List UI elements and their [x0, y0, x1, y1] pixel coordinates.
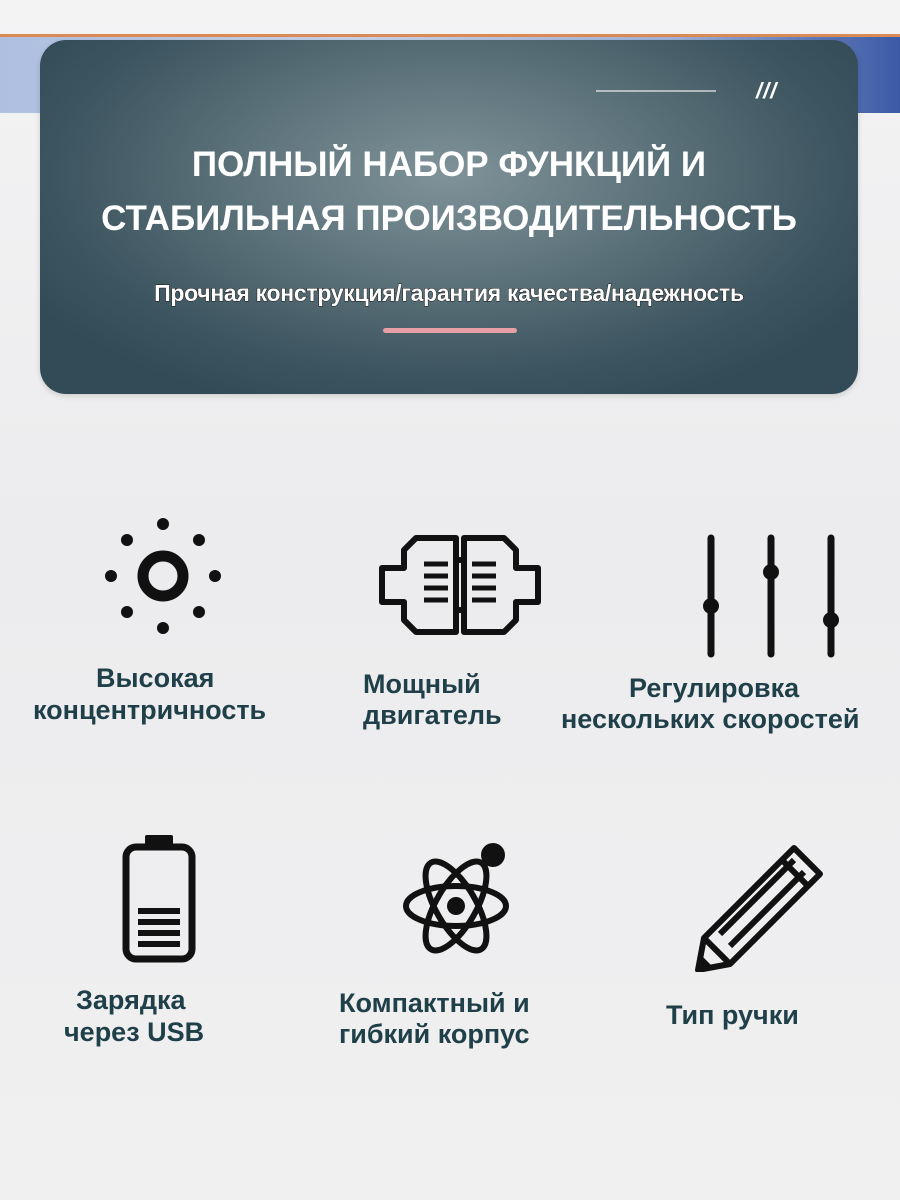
atom-icon: [400, 840, 516, 964]
feature-label-speeds-line1: Регулировка: [629, 673, 800, 703]
feature-label-concentricity-line2: концентричность: [33, 695, 267, 725]
banner-subtitle: Прочная конструкция/гарантия качества/надежность: [154, 280, 744, 306]
feature-label-usb-line2: через USB: [64, 1017, 205, 1047]
banner-title: [40, 138, 858, 246]
feature-label-compact-line2: гибкий корпус: [339, 1019, 530, 1049]
sliders-icon: [695, 534, 845, 660]
header-banner: [40, 40, 858, 394]
decorative-line: [596, 90, 716, 92]
feature-label-motor-line1: Мощный: [363, 669, 481, 699]
brightness-icon: [100, 515, 226, 637]
banner-title-line2: СТАБИЛЬНАЯ ПРОИЗВОДИТЕЛЬНОСТЬ: [101, 199, 797, 238]
feature-label-pen-line1: Тип ручки: [666, 1000, 799, 1030]
feature-label-usb-line1: Зарядка: [76, 985, 186, 1015]
battery-icon: [120, 832, 198, 964]
feature-label-concentricity-line1: Высокая: [96, 663, 215, 693]
feature-label-compact-line1: Компактный и: [339, 988, 530, 1018]
pen-icon: [690, 842, 826, 972]
feature-label-speeds-line2: нескольких скоростей: [561, 704, 860, 734]
banner-title-line1: ПОЛНЫЙ НАБОР ФУНКЦИЙ И: [191, 145, 707, 184]
motor-icon: [376, 530, 544, 640]
decorative-slashes: ///: [756, 78, 778, 103]
feature-label-motor-line2: двигатель: [363, 700, 502, 730]
banner-underline: [383, 328, 517, 333]
